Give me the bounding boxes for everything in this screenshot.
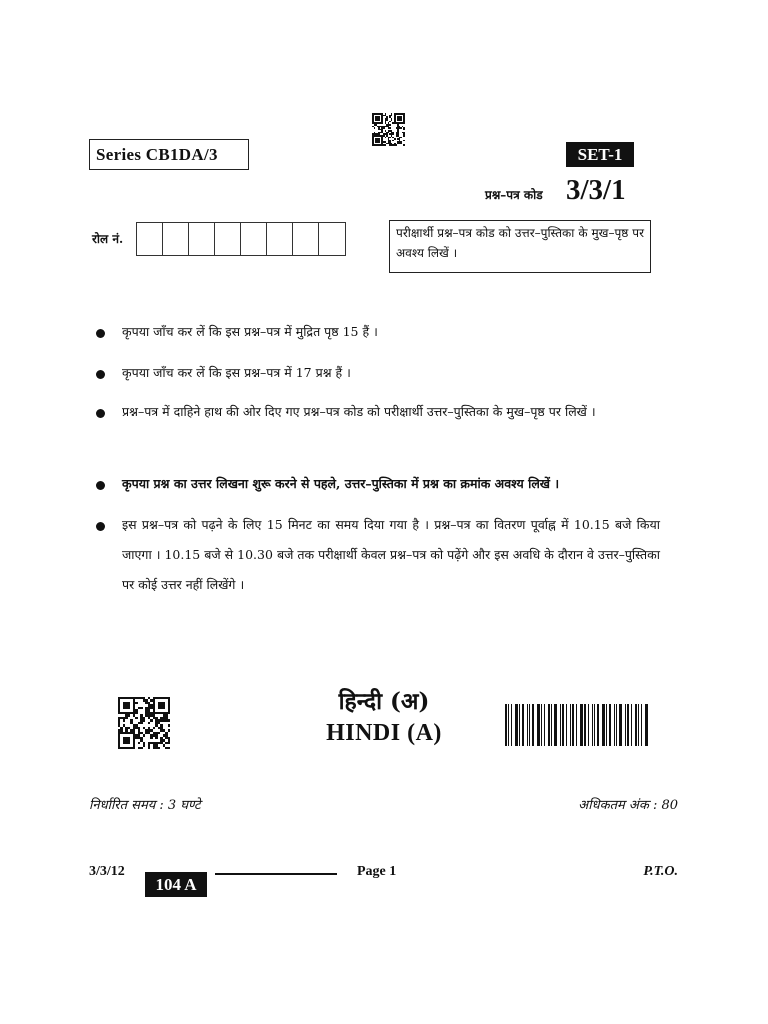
barcode-bar	[641, 704, 642, 746]
barcode-bar	[635, 704, 637, 746]
roll-number-digit-box[interactable]	[241, 223, 267, 255]
barcode-bar	[627, 704, 629, 746]
roll-number-digit-box[interactable]	[137, 223, 163, 255]
subject-title-english: HINDI (A)	[326, 720, 442, 746]
barcode-bar	[584, 704, 586, 746]
instruction-item: इस प्रश्न–पत्र को पढ़ने के लिए 15 मिनट का समय दिया गया है । प्रश्न–पत्र का वितरण पूर्वाह्न में 10.15 बजे किया जाएगा । 10.15 बजे से 10.30 बजे तक परीक्षार्थी केवल प्रश्न–पत्र को पढ़ेंगे और इस अवधि के दौरान वे उत्तर–पुस्तिका पर कोई उत्तर नहीं लिखेंगे ।	[122, 517, 660, 592]
paper-code-value: 3/3/1	[566, 174, 626, 206]
barcode-bar	[588, 704, 589, 746]
bullet-icon	[96, 481, 105, 490]
series-label: Series CB1DA/3	[89, 139, 249, 170]
roll-number-digit-box[interactable]	[293, 223, 319, 255]
barcode-bar	[551, 704, 552, 746]
barcode-bar	[554, 704, 557, 746]
barcode-bar	[576, 704, 577, 746]
barcode-bar	[580, 704, 583, 746]
barcode-bar	[566, 704, 567, 746]
instruction-item: कृपया जाँच कर लें कि इस प्रश्न–पत्र में मुद्रित पृष्ठ 15 हैं ।	[122, 324, 378, 339]
barcode-bar	[631, 704, 632, 746]
barcode-bar	[519, 704, 520, 746]
barcode-bar	[515, 704, 518, 746]
code-notice-box: परीक्षार्थी प्रश्न–पत्र कोड को उत्तर–पुस्तिका के मुख–पृष्ठ पर अवश्य लिखें ।	[389, 220, 651, 273]
roll-number-boxes[interactable]	[136, 222, 346, 256]
barcode-bar	[541, 704, 542, 746]
barcode-bar	[560, 704, 561, 746]
barcode-bar	[592, 704, 593, 746]
barcode-bar	[570, 704, 571, 746]
page-number: Page 1	[357, 864, 397, 879]
barcode-bar	[609, 704, 611, 746]
barcode-bar	[562, 704, 564, 746]
footer-paper-code: 3/3/12	[89, 864, 125, 879]
instruction-item: कृपया जाँच कर लें कि इस प्रश्न–पत्र में 17 प्रश्न हैं ।	[122, 365, 351, 380]
barcode-bar	[597, 704, 599, 746]
roll-number-digit-box[interactable]	[215, 223, 241, 255]
barcode-bar	[537, 704, 540, 746]
roll-number-digit-box[interactable]	[319, 223, 345, 255]
footer-divider	[215, 873, 337, 875]
barcode-bar	[619, 704, 622, 746]
paper-code-label: प्रश्न–पत्र कोड	[485, 188, 543, 202]
barcode-bar	[529, 704, 530, 746]
bullet-icon	[96, 329, 105, 338]
subject-title-hindi: हिन्दी (अ)	[338, 688, 430, 715]
roll-number-label: रोल नं.	[92, 232, 124, 246]
barcode-bar	[522, 704, 524, 746]
barcode-bar	[511, 704, 512, 746]
barcode-bar	[645, 704, 648, 746]
barcode-bar	[508, 704, 509, 746]
pto-label: P.T.O.	[643, 864, 678, 879]
barcode-bar	[616, 704, 617, 746]
maximum-marks: अधिकतम अंक : 80	[578, 798, 678, 813]
barcode-bar	[594, 704, 595, 746]
bullet-icon	[96, 522, 105, 531]
instruction-item: प्रश्न–पत्र में दाहिने हाथ की ओर दिए गए प्रश्न–पत्र कोड को परीक्षार्थी उत्तर–पुस्तिका के मुख–पृष्ठ पर लिखें ।	[122, 404, 596, 419]
roll-number-digit-box[interactable]	[267, 223, 293, 255]
barcode-bar	[505, 704, 507, 746]
roll-number-digit-box[interactable]	[163, 223, 189, 255]
barcode-bar	[606, 704, 607, 746]
roll-number-digit-box[interactable]	[189, 223, 215, 255]
bullet-icon	[96, 370, 105, 379]
barcode-bar	[527, 704, 528, 746]
instruction-item: कृपया प्रश्न का उत्तर लिखना शुरू करने से पहले, उत्तर–पुस्तिका में प्रश्न का क्रमांक अवश्य लिखें ।	[122, 476, 560, 491]
barcode-bar	[614, 704, 615, 746]
barcode-bar	[544, 704, 545, 746]
barcode-bar	[638, 704, 639, 746]
barcode-bar	[602, 704, 605, 746]
footer-badge: 104 A	[145, 872, 207, 897]
top-qr-code	[372, 113, 405, 146]
barcode-bar	[572, 704, 574, 746]
bullet-icon	[96, 409, 105, 418]
barcode-bar	[625, 704, 626, 746]
barcode-icon	[505, 704, 675, 746]
barcode-bar	[548, 704, 550, 746]
set-badge: SET-1	[566, 142, 634, 167]
barcode-bar	[532, 704, 534, 746]
time-allowed: निर्धारित समय : 3 घण्टे	[89, 798, 201, 813]
